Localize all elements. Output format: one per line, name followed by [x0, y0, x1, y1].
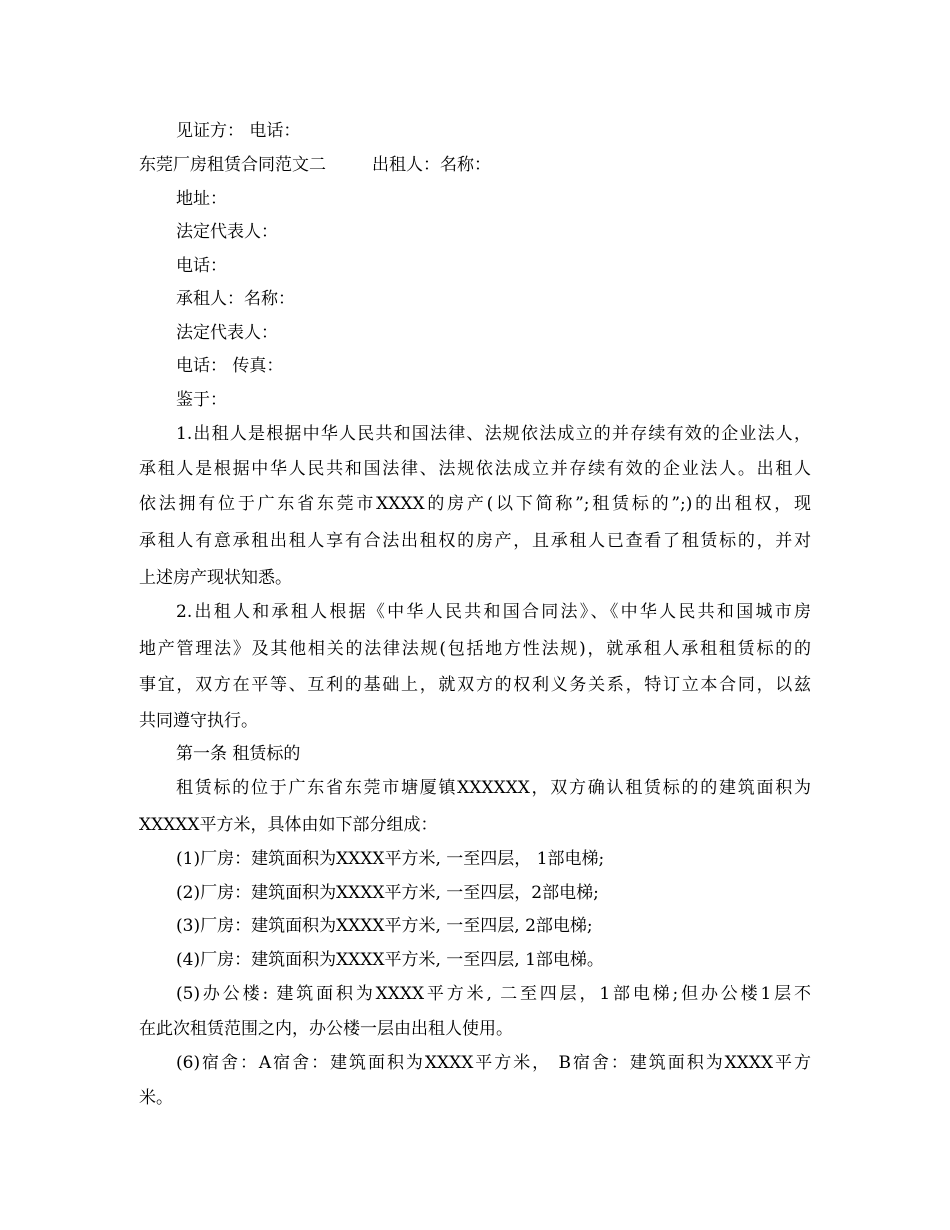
- title-line: [139, 155, 491, 175]
- item-3-factory: (3)厂房：建筑面积为XXXX平方米, 一至四层, 2部电梯;: [176, 916, 593, 936]
- article-1-line-1: 租赁标的位于广东省东莞市塘厦镇XXXXXX，双方确认租赁标的的建筑面积为: [176, 778, 811, 798]
- lessor-name-label: 出租人：名称：: [372, 155, 491, 175]
- recital-1-line-2: 承租人是根据中华人民共和国法律、法规依法成立并存续有效的企业法人。出租人: [139, 459, 811, 479]
- article-1-heading: 第一条 租赁标的: [176, 744, 301, 764]
- witness-line: 见证方： 电话：: [176, 121, 301, 141]
- lessee-name-line: 承租人：名称：: [176, 289, 295, 309]
- recital-1-line-1: 1.出租人是根据中华人民共和国法律、法规依法成立的并存续有效的企业法人，: [176, 424, 811, 444]
- recital-1-line-4: 承租人有意承租出租人享有合法出租权的房产，且承租人已查看了租赁标的，并对: [139, 531, 811, 551]
- lessor-representative-line: 法定代表人：: [176, 222, 278, 242]
- item-6-dormitory-line-1: (6)宿舍：A宿舍：建筑面积为XXXX平方米， B宿舍：建筑面积为XXXX平方: [176, 1053, 811, 1073]
- item-1-factory: (1)厂房：建筑面积为XXXX平方米, 一至四层， 1部电梯;: [176, 849, 605, 869]
- recital-1-line-3: 依法拥有位于广东省东莞市XXXX的房产(以下简称”;租赁标的”;)的出租权，现: [139, 494, 811, 514]
- article-1-line-2: XXXXX平方米，具体由如下部分组成：: [139, 815, 438, 835]
- lessor-address-line: 地址：: [176, 189, 227, 209]
- recital-2-line-3: 事宜，双方在平等、互利的基础上，就双方的权利义务关系，特订立本合同，以兹: [139, 675, 811, 695]
- item-6-dormitory-line-2: 米。: [139, 1088, 173, 1108]
- recital-1-line-5: 上述房产现状知悉。: [139, 568, 292, 588]
- recital-2-line-2: 地产管理法》及其他相关的法律法规(包括地方性法规)，就承租人承租租赁标的的: [139, 639, 811, 659]
- lessee-phone-fax-line: 电话： 传真：: [176, 356, 284, 376]
- recital-2-line-1: 2.出租人和承租人根据《中华人民共和国合同法》、《中华人民共和国城市房: [176, 602, 811, 622]
- item-5-office-line-2: 在此次租赁范围之内，办公楼一层由出租人使用。: [139, 1019, 513, 1039]
- lessee-representative-line: 法定代表人：: [176, 323, 278, 343]
- recital-2-line-4: 共同遵守执行。: [139, 711, 258, 731]
- whereas-heading: 鉴于：: [176, 390, 227, 410]
- lessor-phone-line: 电话：: [176, 256, 227, 276]
- item-5-office-line-1: (5)办公楼: 建筑面积为XXXX平方米, 二至四层，1部电梯;但办公楼1层不: [176, 984, 811, 1004]
- item-2-factory: (2)厂房：建筑面积为XXXX平方米, 一至四层，2部电梯;: [176, 883, 599, 903]
- document-title: 东莞厂房租赁合同范文二: [139, 155, 326, 175]
- item-4-factory: (4)厂房：建筑面积为XXXX平方米, 一至四层, 1部电梯。: [176, 950, 604, 970]
